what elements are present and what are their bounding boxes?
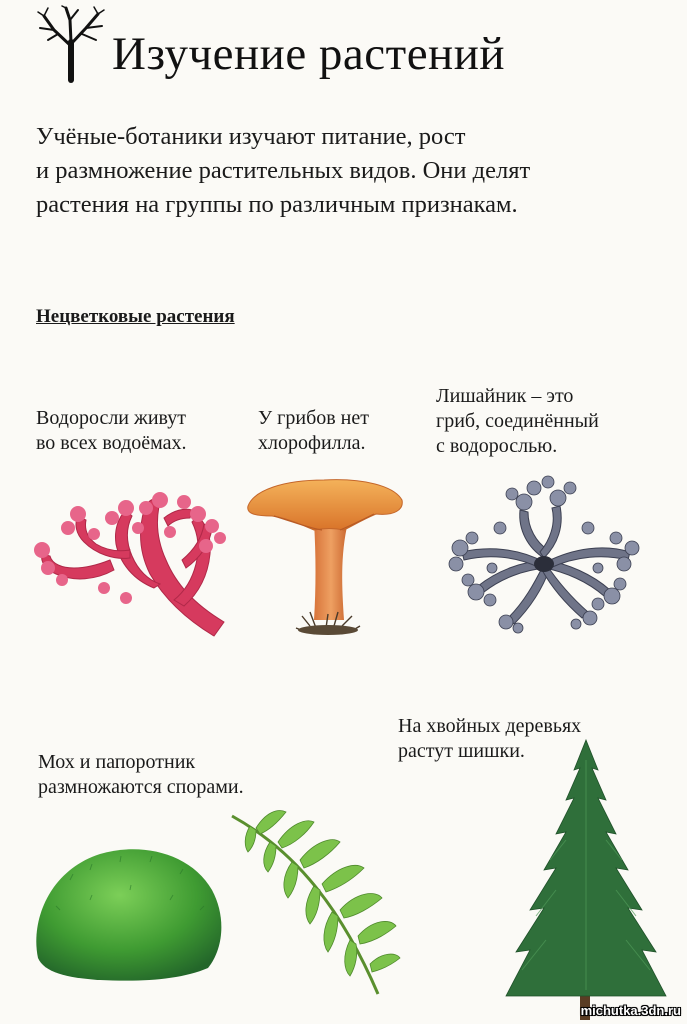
caption-moss-fern	[38, 750, 244, 800]
caption-fungi	[258, 406, 369, 456]
chanterelle-mushroom-illustration	[244, 476, 406, 642]
intro-paragraph	[36, 120, 656, 222]
caption-line: размножаются спорами.	[38, 776, 244, 798]
page-title: Изучение растений	[112, 28, 506, 80]
spruce-tree-illustration	[506, 740, 666, 1020]
intro-line: Учёные-ботаники изучают питание, рост	[36, 123, 466, 150]
caption-line: На хвойных деревьях	[398, 715, 582, 737]
caption-line: гриб, соединённый	[436, 410, 599, 432]
caption-line: Мох и папоротник	[38, 751, 196, 773]
lichen-illustration	[448, 468, 640, 632]
section-heading: Нецветковые растения	[36, 306, 235, 327]
red-algae-illustration	[34, 488, 230, 648]
caption-line: растут шишки.	[398, 740, 525, 762]
caption-line: У грибов нет	[258, 407, 370, 429]
fern-frond-illustration	[226, 806, 426, 998]
caption-line: Лишайник – это	[436, 385, 574, 407]
caption-algae	[36, 406, 187, 456]
intro-line: и размножение растительных видов. Они делят	[36, 157, 531, 184]
watermark: michutka.3dn.ru	[580, 1003, 681, 1018]
caption-lichen	[436, 384, 599, 459]
caption-line: Водоросли живут	[36, 407, 187, 429]
caption-line: во всех водоёмах.	[36, 432, 187, 454]
moss-clump-illustration	[30, 840, 226, 984]
intro-line: растения на группы по различным признакам.	[36, 191, 518, 218]
caption-line: с водорослью.	[436, 435, 558, 457]
bare-tree-icon	[36, 6, 106, 80]
caption-line: хлорофилла.	[258, 432, 366, 454]
